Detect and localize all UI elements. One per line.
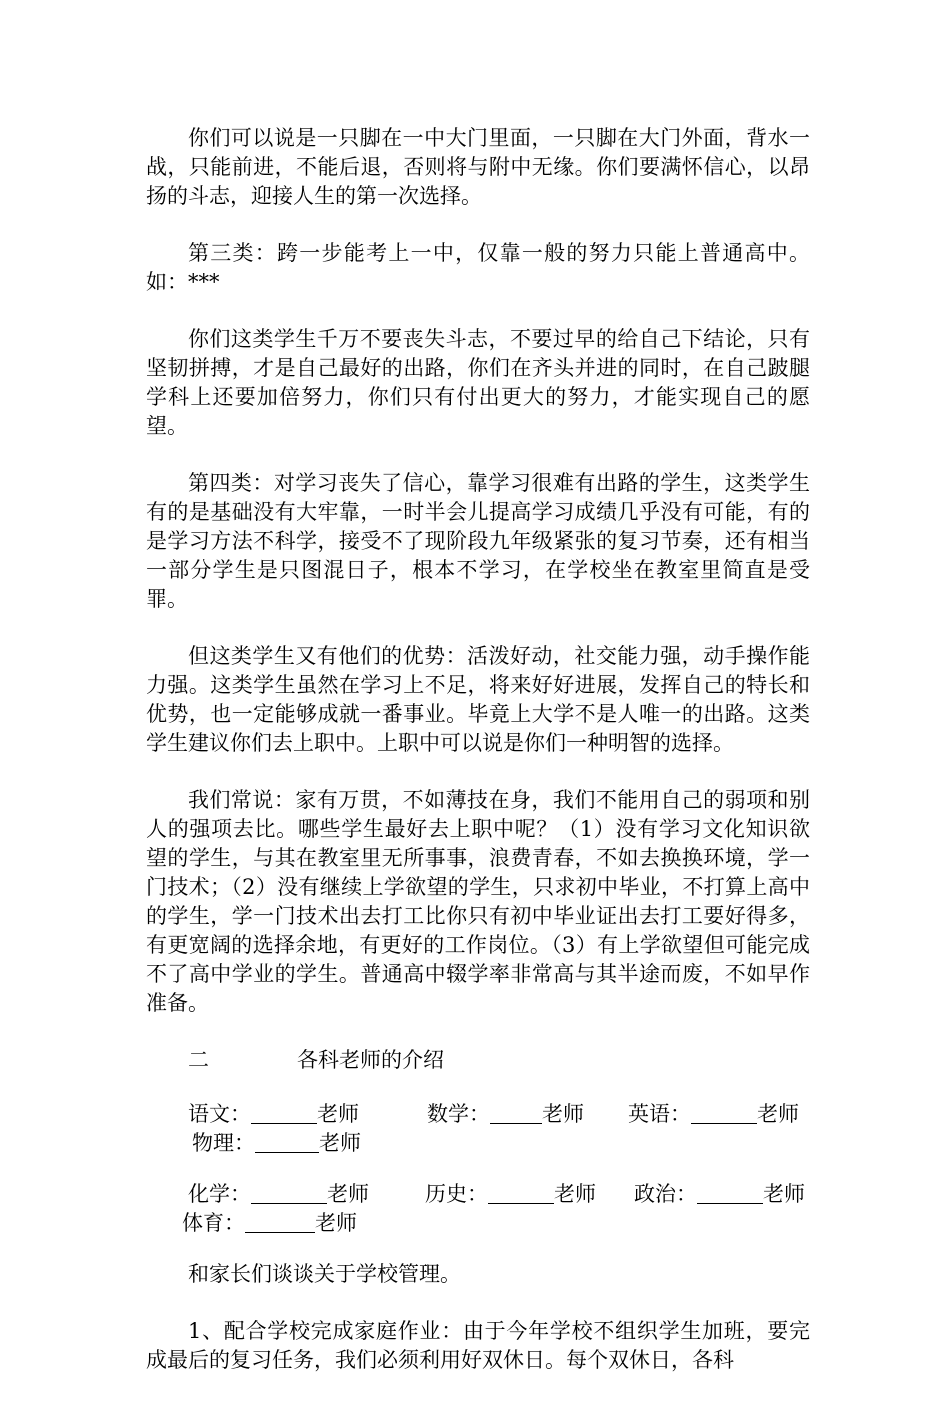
paragraph-class-three-advice: 你们这类学生千万不要丧失斗志，不要过早的给自己下结论，只有坚韧拼搏，才是自己最好的出路，你们在齐头并进的同时，在自己跛腿学科上还要加倍努力，你们只有付出更大的努力，才能实现自己的愿望。 [146,327,810,438]
subject-label-math: 数学： [427,1102,490,1126]
teacher-suffix: 老师 [319,1131,361,1155]
teacher-name-blank [251,1101,317,1124]
paragraph-class-two-advice: 你们可以说是一只脚在一中大门里面，一只脚在大门外面，背水一战，只能前进，不能后退，否则将与附中无缘。你们要满怀信心，以昂扬的斗志，迎接人生的第一次选择。 [146,126,810,208]
subject-label-politics: 政治： [634,1182,697,1206]
teacher-suffix: 老师 [327,1182,369,1206]
teacher-name-blank [697,1181,763,1204]
teacher-suffix: 老师 [542,1102,584,1126]
paragraph-class-four: 第四类：对学习丧失了信心，靠学习很难有出路的学生，这类学生有的是基础没有大牢靠，一时半会儿提高学习成绩几乎没有可能，有的是学习方法不科学，接受不了现阶段九年级紧张的复习节奏，还有相当一部分学生是只图混日子，根本不学习，在学校坐在教室里简直是受罪。 [146,471,810,611]
teacher-suffix: 老师 [554,1182,596,1206]
document-page [146,124,810,1403]
teacher-list-row-1 [146,1100,810,1158]
section-title: 各科老师的介绍 [297,1048,444,1072]
subject-label-english: 英语： [628,1102,691,1126]
teacher-name-blank [691,1101,757,1124]
teacher-name-blank [255,1130,319,1153]
paragraph-class-four-strengths: 但这类学生又有他们的优势：活泼好动，社交能力强，动手操作能力强。这类学生虽然在学习上不足，将来好好进展，发挥自己的特长和优势，也一定能够成就一番事业。毕竟上大学不是人唯一的出路。这类学生建议你们去上职中。上职中可以说是你们一种明智的选择。 [146,644,810,755]
subject-label-physics: 物理： [192,1131,255,1155]
subject-label-history: 历史： [425,1182,488,1206]
teacher-suffix: 老师 [763,1182,805,1206]
teacher-suffix: 老师 [317,1102,359,1126]
teacher-name-blank [251,1181,327,1204]
subject-label-chinese: 语文： [188,1102,251,1126]
teacher-name-blank [488,1181,554,1204]
teacher-name-blank [245,1210,315,1233]
paragraph-vocational-school: 我们常说：家有万贯，不如薄技在身，我们不能用自己的弱项和别人的强项去比。哪些学生最好去上职中呢？（1）没有学习文化知识欲望的学生，与其在教室里无所事事，浪费青春，不如去换换环境，学一门技术；（2）没有继续上学欲望的学生，只求初中毕业，不打算上高中的学生，学一门技术出去打工比你只有初中毕业证出去打工要好得多，有更宽阔的选择余地，有更好的工作岗位。（3）有上学欲望但可能完成不了高中学业的学生。普通高中辍学率非常高与其半途而废，不如早作准备。 [146,788,810,1015]
teacher-list-row-2 [146,1180,810,1238]
paragraph-class-three: 第三类：跨一步能考上一中，仅靠一般的努力只能上普通高中。如：*** [146,241,810,294]
section-number: 二 [188,1048,209,1072]
subject-label-chemistry: 化学： [188,1182,251,1206]
teacher-name-blank [490,1101,542,1124]
subject-label-pe: 体育： [182,1211,245,1235]
teacher-suffix: 老师 [315,1211,357,1235]
teacher-suffix: 老师 [757,1102,799,1126]
section-heading [146,1046,810,1075]
paragraph-school-management-intro: 和家长们谈谈关于学校管理。 [188,1262,461,1286]
paragraph-homework-cooperation: 1、配合学校完成家庭作业：由于今年学校不组织学生加班，要完成最后的复习任务，我们必须利用好双休日。每个双休日，各科 [146,1319,810,1372]
